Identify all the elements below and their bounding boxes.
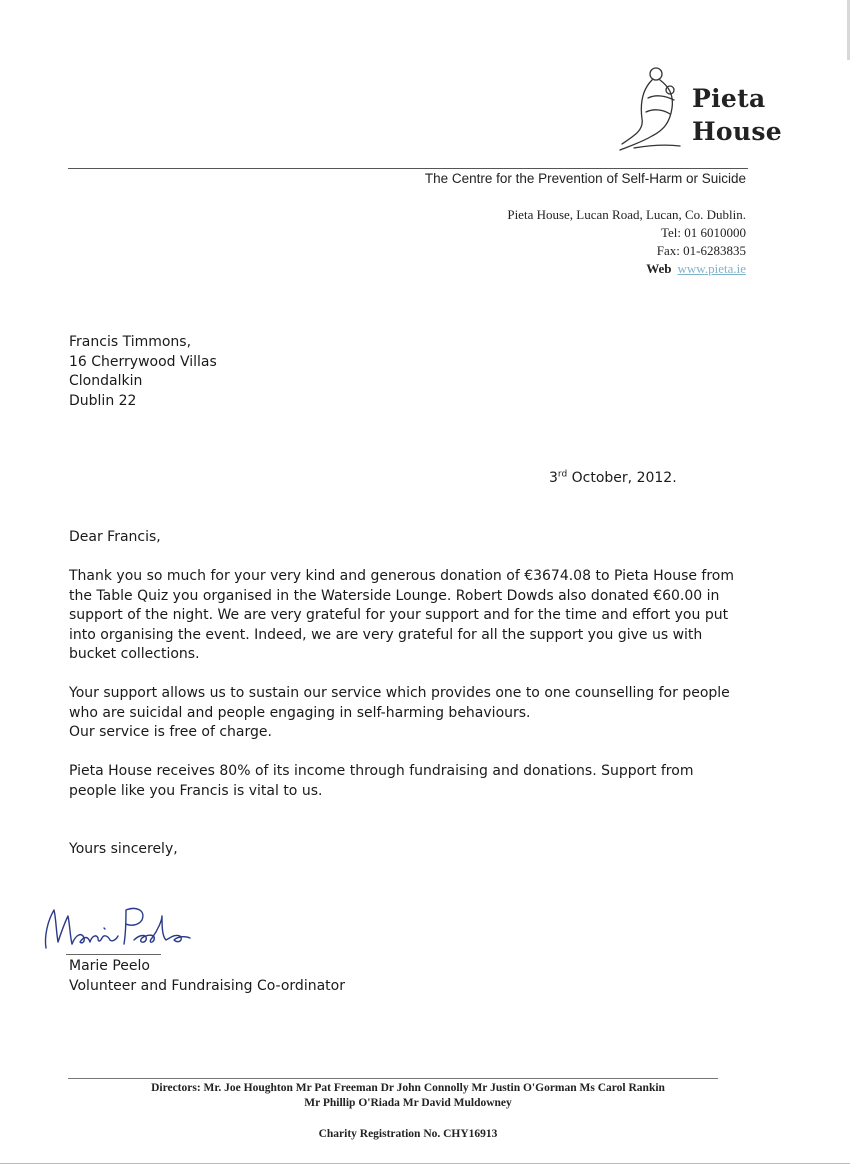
footer-divider (68, 1078, 718, 1079)
paragraph-line: people like you Francis is vital to us. (69, 782, 323, 799)
charity-registration: Charity Registration No. CHY16913 (318, 1128, 498, 1140)
organization-web-row (507, 260, 746, 278)
footer-directors (68, 1081, 748, 1111)
body-paragraph-service (69, 684, 759, 743)
logo-word-pieta: Pieta (692, 84, 766, 113)
header-divider (68, 168, 748, 169)
organization-contact-block (507, 206, 746, 278)
signer-title: Volunteer and Fundraising Co-ordinator (69, 977, 345, 994)
paragraph-line: support of the night. We are very grateful for your support and for the time and effort you put (69, 607, 729, 623)
date-month-year: October, 2012. (567, 470, 677, 486)
web-label: Web (646, 261, 672, 276)
date-day-suffix: rd (557, 469, 568, 480)
paragraph-line: the Table Quiz you organised in the Waterside Lounge. Robert Dowds also donated €60.00 in (69, 587, 720, 604)
organization-tagline: The Centre for the Prevention of Self-Harm or Suicide (424, 171, 746, 186)
date-day: 3 (549, 470, 558, 486)
letter-date (549, 469, 677, 489)
paragraph-line: Our service is free of charge. (69, 724, 272, 740)
body-paragraph-funding (69, 762, 759, 801)
salutation: Dear Francis, (69, 529, 161, 545)
body-paragraph-thanks (69, 567, 759, 665)
paragraph-line: who are suicidal and people engaging in self-harming behaviours. (69, 704, 531, 721)
organization-address: Pieta House, Lucan Road, Lucan, Co. Dublin. (507, 207, 746, 222)
recipient-address (69, 333, 217, 411)
recipient-street: 16 Cherrywood Villas (69, 353, 217, 370)
logo-word-house: House (692, 117, 782, 146)
paragraph-line: Your support allows us to sustain our service which provides one to one counselling for people (69, 685, 730, 701)
paragraph-line: Thank you so much for your very kind and generous donation of €3674.08 to Pieta House from (69, 568, 735, 584)
handwritten-signature (38, 896, 218, 960)
signer-block (69, 957, 345, 996)
directors-line-1: Directors: Mr. Joe Houghton Mr Pat Freeman Dr John Connolly Mr Justin O'Gorman Ms Carol Rankin (151, 1082, 665, 1094)
recipient-area: Clondalkin (69, 373, 143, 389)
directors-line-2: Mr Phillip O'Riada Mr David Muldowney (304, 1097, 512, 1109)
paragraph-line: bucket collections. (69, 646, 200, 662)
organization-telephone: Tel: 01 6010000 (660, 225, 746, 240)
website-link[interactable]: www.pieta.ie (677, 261, 746, 276)
organization-fax: Fax: 01-6283835 (656, 243, 746, 258)
recipient-name: Francis Timmons, (69, 334, 192, 350)
signer-name: Marie Peelo (69, 958, 150, 974)
paragraph-line: into organising the event. Indeed, we are very grateful for all the support you give us with (69, 626, 703, 643)
signature-underline (66, 954, 161, 955)
paragraph-line: Pieta House receives 80% of its income through fundraising and donations. Support from (69, 763, 694, 779)
recipient-city: Dublin 22 (69, 392, 137, 409)
scan-edge-line (0, 1163, 850, 1164)
pieta-house-logo-icon (612, 64, 694, 154)
closing-phrase: Yours sincerely, (69, 841, 178, 857)
